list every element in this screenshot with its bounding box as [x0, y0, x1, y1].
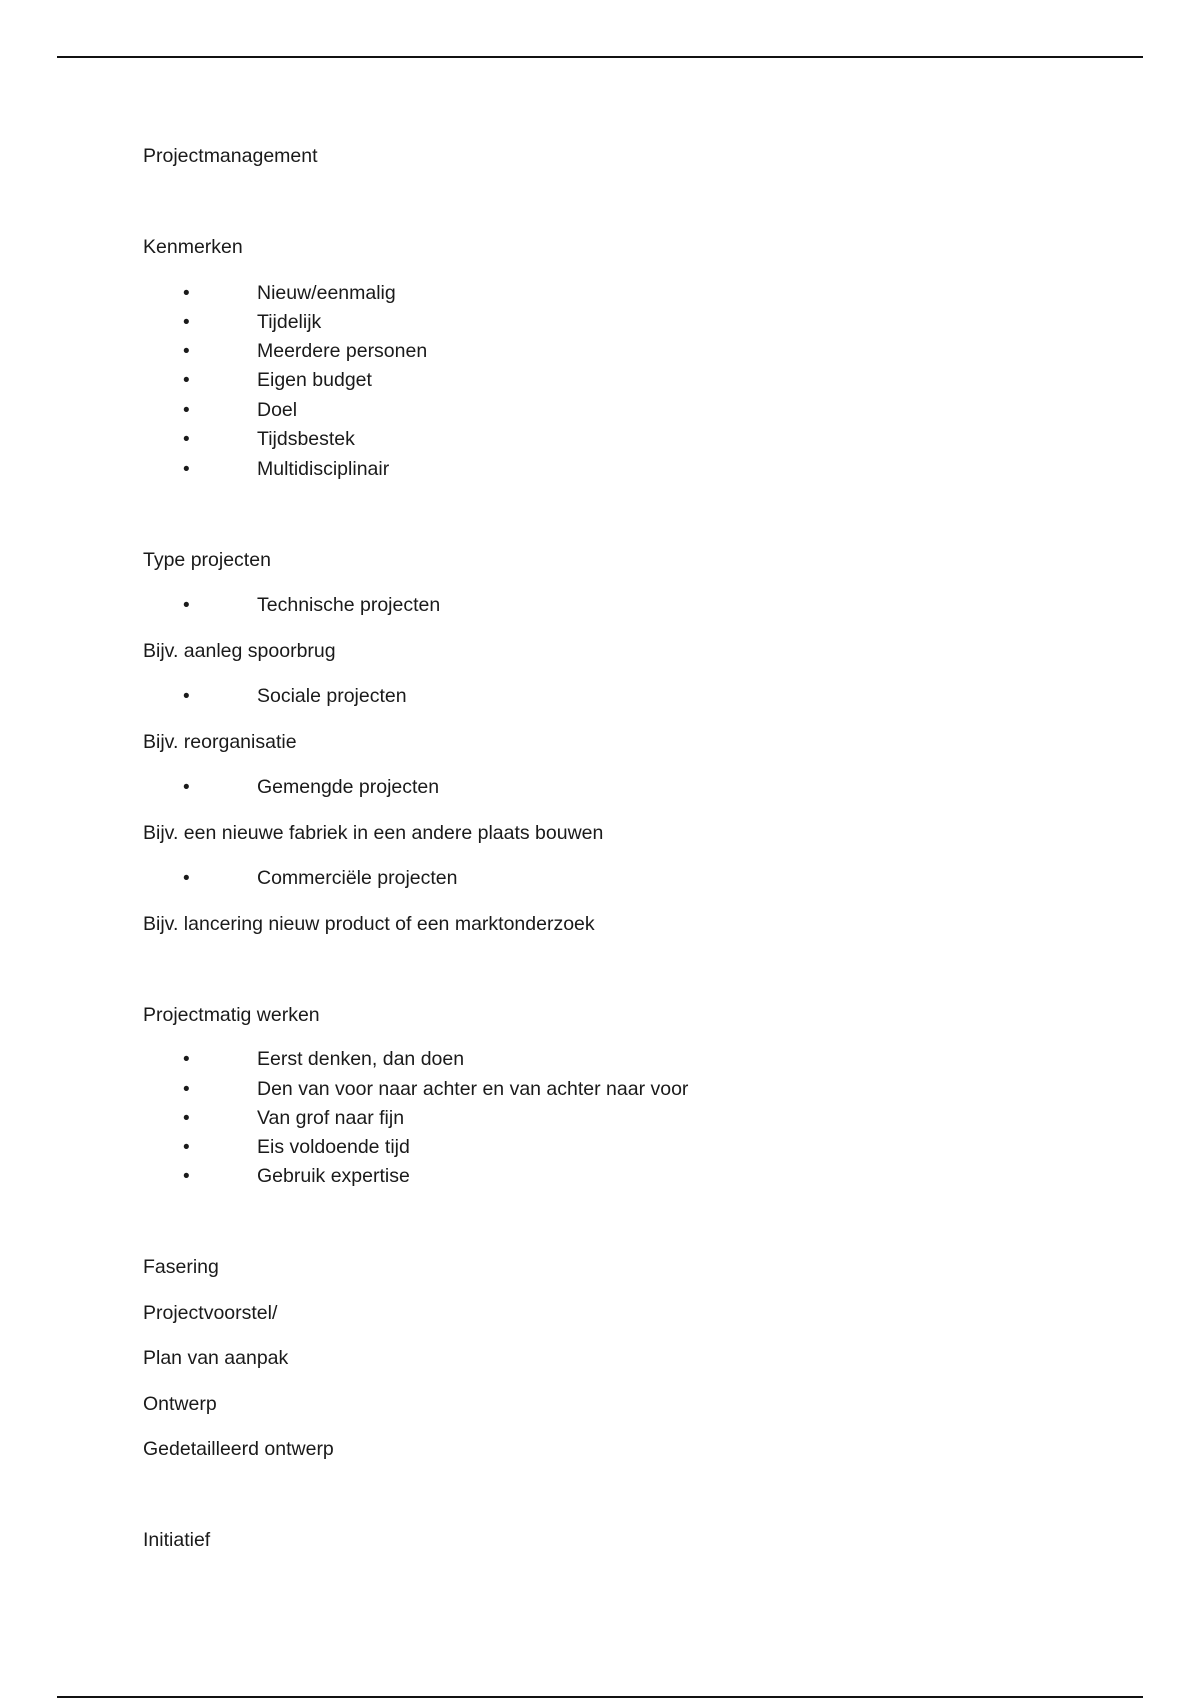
bullet-icon: • — [183, 312, 190, 333]
bullet-icon: • — [183, 283, 190, 304]
bullet-icon: • — [183, 868, 190, 889]
bullet-icon: • — [183, 1166, 190, 1187]
bullet-icon: • — [183, 686, 190, 707]
fasering-line: Ontwerp — [143, 1393, 217, 1415]
bullet-icon: • — [183, 1079, 190, 1100]
bullet-icon: • — [183, 341, 190, 362]
bullet-icon: • — [183, 1049, 190, 1070]
section-heading-projectmatig-werken: Projectmatig werken — [143, 1004, 320, 1026]
bullet-icon: • — [183, 459, 190, 480]
fasering-line: Gedetailleerd ontwerp — [143, 1438, 334, 1460]
example-text: Bijv. reorganisatie — [143, 731, 297, 753]
bullet-icon: • — [183, 1108, 190, 1129]
bullet-icon: • — [183, 777, 190, 798]
bullet-icon: • — [183, 595, 190, 616]
fasering-line: Projectvoorstel/ — [143, 1302, 278, 1324]
bullet-icon: • — [183, 429, 190, 450]
section-heading-type-projecten: Type projecten — [143, 549, 271, 571]
document-title: Projectmanagement — [143, 145, 318, 167]
example-text: Bijv. een nieuwe fabriek in een andere plaats bouwen — [143, 822, 604, 844]
header-rule — [57, 56, 1143, 58]
section-heading-fasering: Fasering — [143, 1256, 219, 1278]
example-text: Bijv. aanleg spoorbrug — [143, 640, 336, 662]
section-heading-initiatief: Initiatief — [143, 1529, 211, 1551]
example-text: Bijv. lancering nieuw product of een marktonderzoek — [143, 913, 595, 935]
footer-rule — [57, 1696, 1143, 1698]
bullet-icon: • — [183, 1137, 190, 1158]
fasering-line: Plan van aanpak — [143, 1347, 289, 1369]
bullet-icon: • — [183, 370, 190, 391]
bullet-icon: • — [183, 400, 190, 421]
section-heading-kenmerken: Kenmerken — [143, 236, 243, 258]
